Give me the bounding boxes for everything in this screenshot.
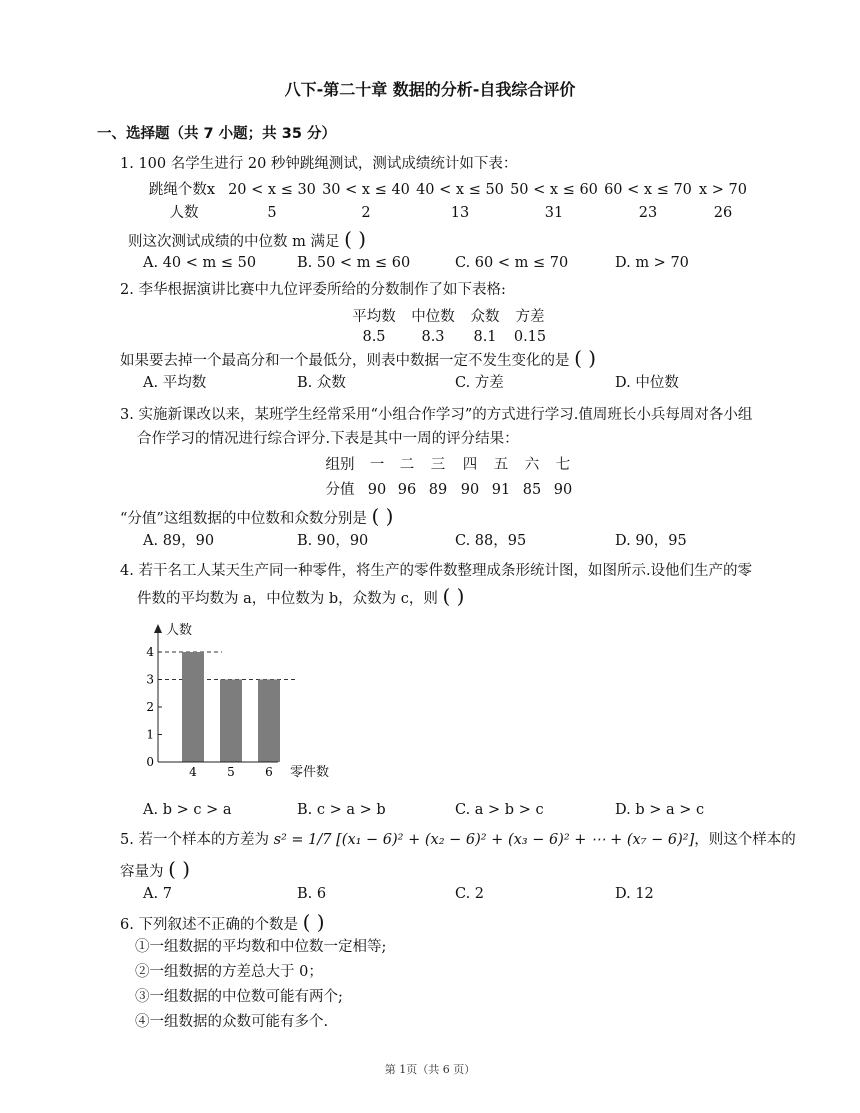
y-tick-label: 4 <box>146 645 154 659</box>
answer-blank: ( ) <box>302 910 325 934</box>
q2-option-d: D. 中位数 <box>615 375 679 391</box>
y-tick-label: 3 <box>146 672 154 687</box>
q1-row2-cell: 人数 <box>169 205 199 221</box>
q2-header-cell: 方差 <box>515 309 545 325</box>
q1-option-c: C. 60 < m ≤ 70 <box>455 255 569 271</box>
q3-row1-cell: 二 <box>399 457 415 473</box>
q3-row2-cell: 96 <box>397 482 417 498</box>
answer-blank: ( ) <box>168 857 191 881</box>
q5-option-b: B. 6 <box>297 886 327 902</box>
bar-4 <box>182 652 204 762</box>
q2-value-cell: 8.1 <box>473 329 497 345</box>
chart-bars <box>182 652 280 762</box>
q3-stem-line2: 合作学习的情况进行综合评分.下表是其中一周的评分结果： <box>137 431 519 447</box>
q3-row1-cell: 五 <box>493 457 509 473</box>
q2-option-c: C. 方差 <box>455 375 504 391</box>
q1-row1-cell: 20 < x ≤ 30 <box>228 182 316 198</box>
q1-stem: 1. 100 名学生进行 20 秒钟跳绳测试，测试成绩统计如下表： <box>120 156 518 172</box>
q6-item: ④一组数据的众数可能有多个. <box>135 1014 329 1030</box>
y-tick-label: 1 <box>146 727 154 742</box>
q3-row2-cell: 89 <box>428 482 448 498</box>
q6-item: ②一组数据的方差总大于 0； <box>135 964 323 980</box>
q2-stem: 2. 李华根据演讲比赛中九位评委所给的分数制作了如下表格: <box>120 282 506 298</box>
q3-option-a: A. 89，90 <box>143 533 215 549</box>
q3-stem-line1: 3. 实施新课改以来，某班学生经常采用“小组合作学习”的方式进行学习.值周班长小兵每周对各小组 <box>120 407 753 423</box>
q3-row2-cell: 90 <box>460 482 480 498</box>
q3-option-d: D. 90，95 <box>615 533 687 549</box>
q3-row1-cell: 三 <box>430 457 446 473</box>
q3-row1-cell: 七 <box>555 457 571 473</box>
q2-value-cell: 0.15 <box>513 329 547 345</box>
q4-option-d: D. b > a > c <box>615 802 705 818</box>
q1-row1-cell: 50 < x ≤ 60 <box>510 182 598 198</box>
answer-blank: ( ) <box>574 346 597 370</box>
q2-header-cell: 平均数 <box>352 309 396 325</box>
bar-chart <box>140 618 360 788</box>
answer-blank: ( ) <box>344 227 367 251</box>
q4-option-b: B. c > a > b <box>297 802 386 818</box>
q1-row2-cell: 5 <box>267 205 277 221</box>
q6-item: ①一组数据的平均数和中位数一定相等; <box>135 939 387 955</box>
q1-row1-cell: 60 < x ≤ 70 <box>604 182 692 198</box>
q5-stem-line2: 容量为 ( ) <box>120 857 191 881</box>
y-axis-arrow-icon <box>154 624 162 633</box>
x-tick-labels <box>189 765 273 779</box>
page-title: 八下-第二十章 数据的分析-自我综合评价 <box>284 80 576 99</box>
x-axis-label: 零件数 <box>290 765 330 780</box>
q6-item: ③一组数据的中位数可能有两个; <box>135 989 343 1005</box>
x-tick-label: 5 <box>227 765 235 779</box>
q1-row1-cell: x > 70 <box>699 182 747 198</box>
answer-blank: ( ) <box>442 584 465 608</box>
q4-stem-line1: 4. 若干名工人某天生产同一种零件，将生产的零件数整理成条形统计图，如图所示.设他们生产的零 <box>120 563 753 579</box>
q3-row2-cell: 90 <box>367 482 387 498</box>
q3-option-b: B. 90，90 <box>297 533 369 549</box>
q1-question: 则这次测试成绩的中位数 m 满足 ( ) <box>128 227 367 251</box>
y-tick-labels <box>146 645 162 769</box>
q5-option-a: A. 7 <box>143 886 172 902</box>
q3-row2-cell: 分值 <box>325 482 355 498</box>
y-tick-label: 0 <box>146 755 154 769</box>
section-header: 一、选择题（共 7 小题；共 35 分） <box>97 126 336 142</box>
q2-option-a: A. 平均数 <box>143 375 207 391</box>
q5-option-c: C. 2 <box>455 886 485 902</box>
q5-stem-line1: 5. 若一个样本的方差为 s² = 1/7 [(x₁ − 6)² + (x₂ − 6)² + (x₃ − 6)² + ⋯ + (x₇ − 6)²]，则这个样本的 <box>120 832 796 848</box>
variance-formula: s² = 1/7 [(x₁ − 6)² + (x₂ − 6)² + (x₃ − 6)² + ⋯ + (x₇ − 6)²] <box>273 832 695 848</box>
q3-row1-cell: 组别 <box>325 457 355 473</box>
q1-row2-cell: 26 <box>713 205 733 221</box>
q1-option-b: B. 50 < m ≤ 60 <box>297 255 411 271</box>
bar-5 <box>220 680 242 763</box>
q1-row2-cell: 2 <box>361 205 371 221</box>
q4-option-c: C. a > b > c <box>455 802 544 818</box>
q1-row1-cell: 40 < x ≤ 50 <box>416 182 504 198</box>
y-axis-label: 人数 <box>166 623 193 638</box>
q4-option-a: A. b > c > a <box>143 802 232 818</box>
q3-question: “分值”这组数据的中位数和众数分别是 ( ) <box>120 504 394 528</box>
q2-header-cell: 众数 <box>470 309 500 325</box>
q6-stem: 6. 下列叙述不正确的个数是 ( ) <box>120 910 325 934</box>
x-tick-label: 4 <box>189 765 197 779</box>
q1-row1-cell: 跳绳个数x <box>148 182 216 198</box>
q5-option-d: D. 12 <box>615 886 654 902</box>
y-tick-label: 2 <box>146 700 154 714</box>
q3-row1-cell: 六 <box>524 457 540 473</box>
bar-6 <box>258 680 280 763</box>
page-footer: 第 1页（共 6 页） <box>384 1063 476 1076</box>
q4-stem-line2: 件数的平均数为 a，中位数为 b，众数为 c，则 ( ) <box>137 584 465 608</box>
q3-option-c: C. 88，95 <box>455 533 527 549</box>
x-tick-label: 6 <box>265 765 273 779</box>
q2-value-cell: 8.5 <box>362 329 386 345</box>
q2-option-b: B. 众数 <box>297 375 346 391</box>
q1-row2-cell: 23 <box>638 205 658 221</box>
q3-row2-cell: 90 <box>553 482 573 498</box>
q3-row1-cell: 一 <box>369 457 385 473</box>
chart-guides <box>158 652 298 680</box>
q1-row2-cell: 31 <box>544 205 564 221</box>
q2-value-cell: 8.3 <box>421 329 445 345</box>
q3-row2-cell: 91 <box>491 482 511 498</box>
answer-blank: ( ) <box>371 504 394 528</box>
q1-row1-cell: 30 < x ≤ 40 <box>322 182 410 198</box>
q1-row2-cell: 13 <box>450 205 470 221</box>
q1-option-d: D. m > 70 <box>615 255 689 271</box>
q3-row2-cell: 85 <box>522 482 542 498</box>
q2-header-cell: 中位数 <box>411 309 455 325</box>
q3-row1-cell: 四 <box>462 457 478 473</box>
q1-option-a: A. 40 < m ≤ 50 <box>143 255 257 271</box>
q2-question: 如果要去掉一个最高分和一个最低分，则表中数据一定不发生变化的是 ( ) <box>120 346 597 370</box>
